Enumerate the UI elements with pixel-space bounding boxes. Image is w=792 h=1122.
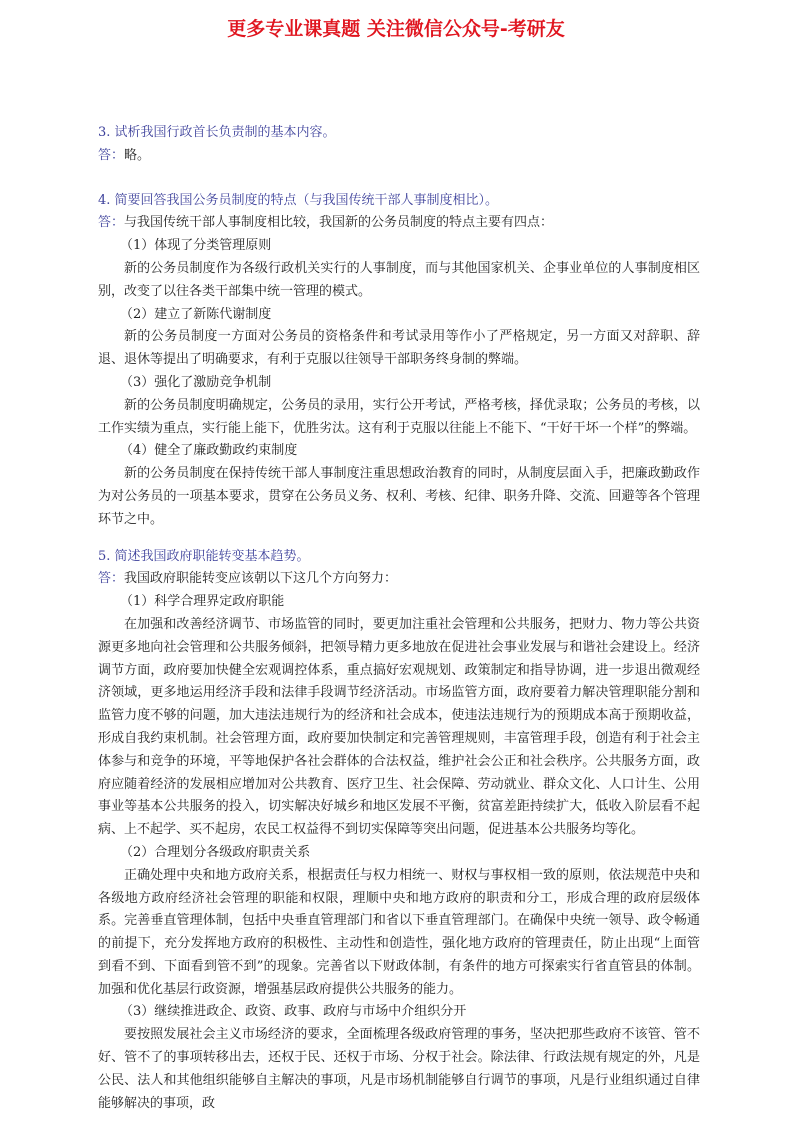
point-title: （1）科学合理界定政府职能 (120, 594, 285, 610)
point-text: 要按照发展社会主义市场经济的要求，全面梳理各级政府管理的事务，坚决把那些政府不该管、管不好、管不了的事项转移出去，还权于民、还权于市场、分权于社会。除法律、行政法规有规定的外，凡是公民、法人和其他组织能够自主解决的事项，凡是市场机制能够自行调节的事项，凡是行业组织通过自律能够解决的事项，政 (98, 1027, 700, 1111)
question-4: 4. 简要回答我国公务员制度的特点（与我国传统干部人事制度相比）。 (98, 192, 499, 208)
question-5: 5. 简述我国政府职能转变基本趋势。 (98, 548, 310, 564)
point-title: （2）建立了新陈代谢制度 (120, 306, 272, 322)
answer-text: 与我国传统干部人事制度相比较，我国新的公务员制度的特点主要有四点： (124, 215, 554, 231)
question-3: 3. 试析我国行政首长负责制的基本内容。 (98, 125, 336, 140)
point-text: 在加强和改善经济调节、市场监管的同时，要更加注重社会管理和公共服务，把财力、物力等公共资源更多地向社会管理和公共服务倾斜，把领导精力更多地放在促进社会事业发展与和谐社会建设上。经济调节方面，政府要加快健全宏观调控体系，重点搞好宏观规划、政策制定和指导协调，进一步退出微观经济领域，更多地运用经济手段和法律手段调节经济活动。市场监管方面，政府要着力解决管理职能分割和监管力度不够的问题，加大违法违规行为的经济和社会成本，使违法违规行为的预期成本高于预期收益，形成自我约束机制。社会管理方面，政府要加快制定和完善管理规则，丰富管理手段，创造有利于社会主体参与和竞争的环境，平等地保护各社会群体的合法权益，维护社会公正和社会秩序。公共服务方面，政府应随着经济的发展相应增加对公共教育、医疗卫生、社会保障、劳动就业、群众文化、人口计生、公用事业等基本公共服务的投入，切实解决好城乡和地区发展不平衡，贫富差距持续扩大，低收入阶层看不起病、上不起学、买不起房，农民工权益得不到切实保障等突出问题，促进基本公共服务均等化。 (98, 616, 700, 838)
answer-label: 答： (98, 215, 125, 231)
answer-label: 答： (98, 147, 125, 163)
point-title: （2）合理划分各级政府职责关系 (120, 844, 311, 860)
promo-banner: 更多专业课真题 关注微信公众号-考研友 (227, 18, 565, 40)
point-text: 新的公务员制度在保持传统干部人事制度注重思想政治教育的同时，从制度层面入手，把廉政勤政作为对公务员的一项基本要求，贯穿在公务员义务、权利、考核、纪律、职务升降、交流、回避等各个管理环节之中。 (98, 466, 700, 527)
point-text: 正确处理中央和地方政府关系，根据责任与权力相统一、财权与事权相一致的原则，依法规范中央和各级地方政府经济社会管理的职能和权限，理顺中央和地方政府的职责和分工，形成合理的政府层级体系。完善垂直管理体制，包括中央垂直管理部门和省以下垂直管理部门。在确保中央统一领导、政令畅通的前提下，充分发挥地方政府的积极性、主动性和创造性，强化地方政府的管理责任，防止出现“上面管到看不到、下面看到管不到”的现象。完善省以下财政体制，有条件的地方可探索实行省直管县的体制。加强和优化基层行政资源，增强基层政府提供公共服务的能力。 (98, 867, 700, 997)
point-title: （3）强化了激励竞争机制 (120, 374, 272, 390)
point-text: 新的公务员制度明确规定，公务员的录用，实行公开考试，严格考核，择优录取；公务员的考核，以工作实绩为重点，实行能上能下，优胜劣汰。这有利于克服以往能上不能下、“干好干坏一个样”的弊端。 (98, 397, 700, 436)
point-text: 新的公务员制度作为各级行政机关实行的人事制度，而与其他国家机关、企事业单位的人事制度相区别，改变了以往各类干部集中统一管理的模式。 (98, 260, 700, 299)
answer-text: 我国政府职能转变应该朝以下这几个方向努力： (124, 571, 398, 587)
point-title: （3）继续推进政企、政资、政事、政府与市场中介组织分开 (120, 1004, 467, 1020)
point-title: （4）健全了廉政勤政约束制度 (120, 443, 298, 459)
document-body (98, 122, 700, 1115)
point-title: （1）体现了分类管理原则 (120, 238, 272, 254)
point-text: 新的公务员制度一方面对公务员的资格条件和考试录用等作小了严格规定，另一方面又对辞职、辞退、退休等提出了明确要求，有利于克服以往领导干部职务终身制的弊端。 (98, 329, 700, 368)
answer-3 (98, 145, 700, 168)
answer-5 (98, 568, 700, 591)
answer-label: 答： (98, 571, 125, 587)
answer-4 (98, 212, 700, 235)
answer-text: 略。 (124, 147, 151, 163)
